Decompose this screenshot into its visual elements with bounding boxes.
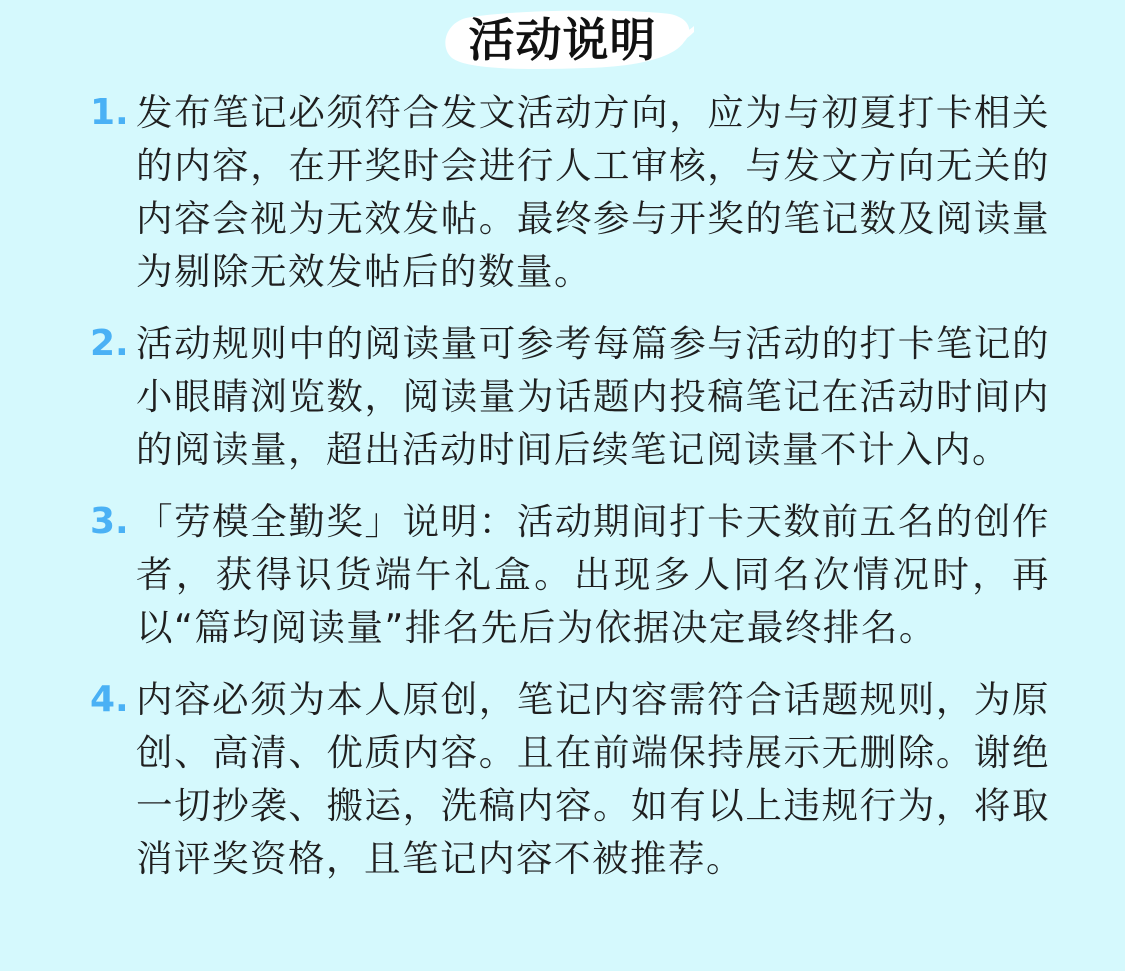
item-text: 发布笔记必须符合发文活动方向，应为与初夏打卡相关的内容，在开奖时会进行人工审核，与发文方向无关的内容会视为无效发帖。最终参与开奖的笔记数及阅读量为剔除无效发帖后的数量。	[136, 91, 1050, 293]
page-title: 活动说明	[468, 13, 657, 67]
rules-list	[90, 86, 1050, 904]
item-text: 「劳模全勤奖」说明：活动期间打卡天数前五名的创作者，获得识货端午礼盒。出现多人同名次情况时，再以“篇均阅读量”排名先后为依据决定最终排名。	[136, 500, 1050, 649]
header	[0, 0, 1125, 80]
item-text: 活动规则中的阅读量可参考每篇参与活动的打卡笔记的小眼睛浏览数，阅读量为话题内投稿笔记在活动时间内的阅读量，超出活动时间后续笔记阅读量不计入内。	[136, 322, 1050, 471]
item-number: 4.	[90, 679, 129, 720]
item-text: 内容必须为本人原创，笔记内容需符合话题规则，为原创、高清、优质内容。且在前端保持展示无删除。谢绝一切抄袭、搬运，洗稿内容。如有以上违规行为，将取消评奖资格，且笔记内容不被推荐。	[136, 678, 1050, 880]
item-number: 1.	[90, 92, 129, 133]
list-item	[90, 673, 1050, 885]
item-number: 3.	[90, 501, 129, 542]
item-number: 2.	[90, 323, 129, 364]
list-item	[90, 495, 1050, 654]
list-item	[90, 86, 1050, 298]
list-item	[90, 317, 1050, 476]
